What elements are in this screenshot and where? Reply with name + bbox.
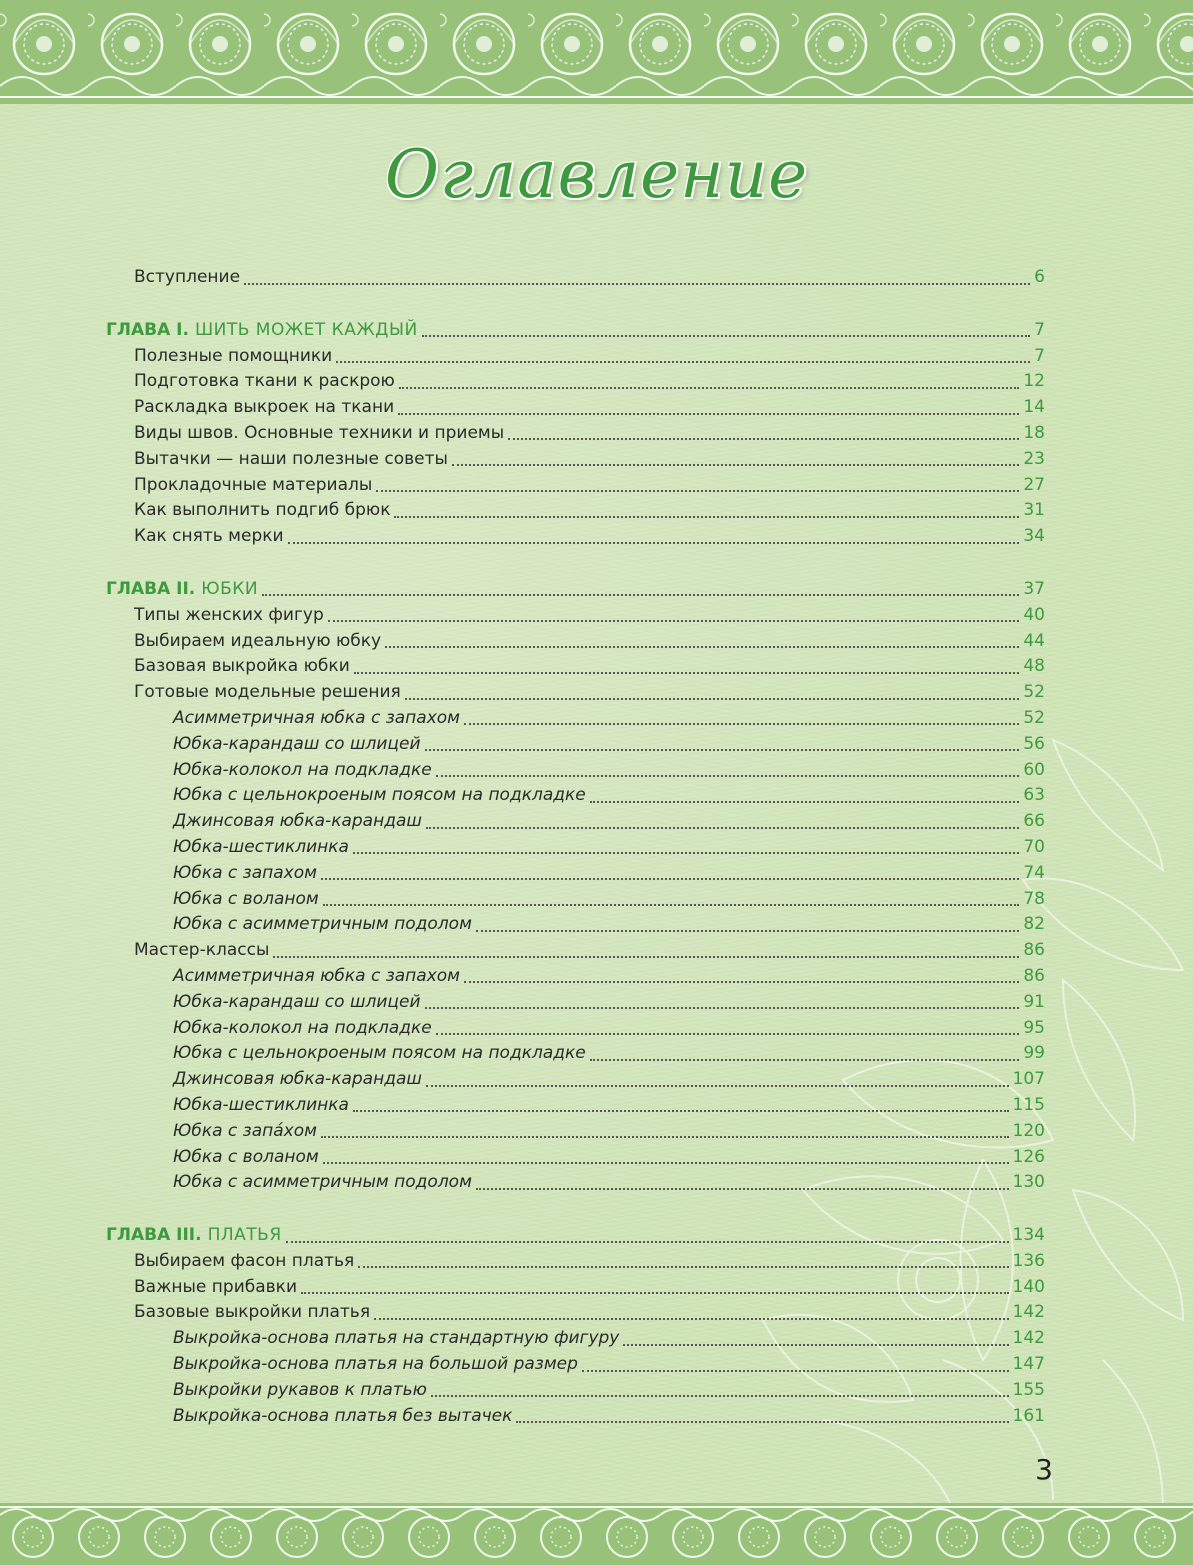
toc-page-number: 86 [1023,940,1045,961]
toc-page-number: 14 [1023,397,1045,418]
toc-page-number: 134 [1012,1225,1045,1246]
toc-entry[interactable] [0,940,1193,966]
toc-page-number: 142 [1012,1302,1045,1323]
toc-entry-title: Юбка-карандаш со шлицей [173,991,421,1012]
toc-entry-title: Юбка с асимметричным подолом [173,914,472,935]
toc-entry[interactable] [0,1172,1193,1198]
dot-leader [623,1343,1008,1346]
toc-entry-title: Важные прибавки [134,1276,297,1297]
toc-entry-title: Вытачки — наши полезные советы [134,448,448,469]
toc-entry-title: Базовая выкройка юбки [134,656,350,677]
dot-leader [422,334,1030,337]
toc-entry[interactable] [0,656,1193,682]
toc-page-number: 44 [1023,630,1045,651]
toc-entry-title: Типы женских фигур [134,604,324,625]
dot-leader [399,386,1020,389]
dot-leader [436,774,1020,777]
toc-page-number: 140 [1012,1276,1045,1297]
dot-leader [376,489,1019,492]
toc-page-number: 52 [1023,682,1045,703]
toc-entry[interactable] [0,1069,1193,1095]
toc-entry[interactable] [0,397,1193,423]
toc-page-number: 48 [1023,656,1045,677]
toc-entry[interactable] [0,760,1193,786]
toc-entry[interactable] [0,966,1193,992]
dot-leader [385,645,1019,648]
page-number: 3 [1035,1453,1053,1486]
toc-entry[interactable] [0,1121,1193,1147]
toc-page-number: 82 [1023,914,1045,935]
toc-page-number: 107 [1012,1069,1045,1090]
chapter-label: ГЛАВА II. [106,578,196,599]
toc-page-number: 23 [1023,448,1045,469]
dot-leader [464,722,1019,725]
toc-entry[interactable] [0,1251,1193,1277]
toc-entry[interactable] [0,1406,1193,1432]
dot-leader [405,697,1020,700]
dot-leader [358,1265,1008,1268]
toc-entry[interactable] [0,992,1193,1018]
dot-leader [436,1032,1020,1035]
toc-page-number: 60 [1023,759,1045,780]
toc-page-number: 126 [1012,1146,1045,1167]
dot-leader [286,1240,1009,1243]
toc-page-number: 52 [1023,707,1045,728]
toc-entry[interactable] [0,1095,1193,1121]
dot-leader [590,800,1020,803]
toc-entry[interactable] [0,734,1193,760]
toc-entry-title: Юбка-шестиклинка [173,1094,349,1115]
toc-entry-title: Вступление [134,267,241,287]
dot-leader [426,826,1019,829]
lace-border-top [0,0,1193,104]
toc-entry-title: Джинсовая юбка-карандаш [173,1069,422,1090]
toc-page-number: 18 [1023,422,1045,443]
dot-leader [452,463,1019,466]
toc-page-number: 70 [1023,836,1045,857]
toc-entry[interactable] [0,1277,1193,1303]
toc-page-number: 91 [1023,991,1045,1012]
toc-entry-title: Юбка-колокол на подкладке [173,1017,432,1038]
dot-leader [374,1317,1009,1320]
toc-entry[interactable] [0,914,1193,940]
toc-entry[interactable] [0,708,1193,734]
toc-entry-title: Выкройка-основа платья на стандартную фигуру [173,1328,620,1349]
toc-entry-title: Выкройка-основа платья на большой размер [173,1354,578,1375]
toc-entry-title: Мастер-классы [134,940,270,961]
chapter-name: ЮБКИ [201,578,259,599]
dot-leader [301,1291,1009,1294]
dot-leader [336,360,1030,363]
toc-entry[interactable] [0,1380,1193,1406]
toc-page-number: 142 [1012,1328,1045,1349]
dot-leader [516,1420,1008,1423]
page-title: Оглавление [384,136,809,213]
toc-page-number: 34 [1023,526,1045,547]
dot-leader [244,282,1030,285]
toc-page-number: 63 [1023,785,1045,806]
toc-entry-title [106,1225,282,1245]
toc-page-number: 7 [1034,345,1045,366]
toc-entry[interactable] [0,371,1193,397]
dot-leader [476,929,1019,932]
dot-leader [425,748,1020,751]
dot-leader [425,1006,1020,1009]
toc-entry-title: Юбка с цельнокроеным поясом на подкладке [173,1043,586,1064]
toc-entry[interactable] [0,682,1193,708]
chapter-name: ПЛАТЬЯ [207,1225,282,1246]
toc-page-number: 78 [1023,888,1045,909]
toc-entry[interactable] [0,837,1193,863]
toc-page-number: 6 [1034,267,1045,287]
toc-entry[interactable] [0,631,1193,657]
toc-entry[interactable] [0,1354,1193,1380]
toc-entry[interactable] [0,475,1193,501]
toc-entry-title: Юбка-колокол на подкладке [173,759,432,780]
toc-entry-title: Асимметричная юбка с запахом [173,707,460,728]
toc-entry[interactable] [0,605,1193,631]
toc-entry[interactable] [0,863,1193,889]
dot-leader [582,1369,1009,1372]
chapter-name: ШИТЬ МОЖЕТ КАЖДЫЙ [194,319,418,340]
toc-entry-title: Как снять мерки [134,526,284,547]
dot-leader [476,1187,1009,1190]
toc-page-number: 95 [1023,1017,1045,1038]
toc-page-number: 7 [1034,319,1045,340]
toc-entry-title: Как выполнить подгиб брюк [134,500,391,521]
toc-entry-title: Раскладка выкроек на ткани [134,397,395,418]
toc-entry[interactable] [0,1147,1193,1173]
toc-page-number: 86 [1023,965,1045,986]
toc-page-number: 56 [1023,733,1045,754]
toc-entry[interactable] [0,423,1193,449]
toc-entry-title: Выкройки рукавов к платью [173,1379,427,1400]
toc-page-number: 40 [1023,604,1045,625]
toc-entry-title: Юбка с асимметричным подолом [173,1172,472,1193]
toc-entry-title: Готовые модельные решения [134,682,401,703]
toc-entry[interactable] [0,500,1193,526]
toc-entry[interactable] [0,1302,1193,1328]
toc-page-number: 130 [1012,1172,1045,1193]
toc-chapter-heading[interactable] [0,1225,1193,1251]
dot-leader [288,541,1020,544]
toc-entry-title: Асимметричная юбка с запахом [173,965,460,986]
toc-entry-title: Полезные помощники [134,345,333,366]
toc-entry[interactable] [0,889,1193,915]
toc-entry-title: Выбираем идеальную юбку [134,630,382,651]
dot-leader [464,980,1019,983]
toc-entry-title: Юбка с запáхом [173,1120,317,1141]
toc-entry-title [106,579,258,599]
toc-chapter-heading[interactable] [0,579,1193,605]
toc-page-number: 12 [1023,371,1045,392]
toc-entry-title [106,320,418,340]
dot-leader [323,1161,1009,1164]
toc-entry-title: Юбка с цельнокроеным поясом на подкладке [173,785,586,806]
toc-page-number: 74 [1023,862,1045,883]
dot-leader [321,1135,1009,1138]
toc-entry[interactable] [0,1043,1193,1069]
toc-entry[interactable] [0,267,1193,293]
table-of-contents [0,267,1193,1431]
toc-page-number: 120 [1012,1120,1045,1141]
dot-leader [353,1109,1009,1112]
toc-entry[interactable] [0,785,1193,811]
dot-leader [398,412,1019,415]
toc-entry-title: Юбка с воланом [173,888,319,909]
dot-leader [426,1084,1009,1087]
toc-entry[interactable] [0,346,1193,372]
toc-page-number: 115 [1012,1094,1045,1115]
toc-entry-title: Выбираем фасон платья [134,1250,355,1271]
toc-page-number: 27 [1023,474,1045,495]
toc-page-number: 31 [1023,500,1045,521]
toc-entry-title: Подготовка ткани к раскрою [134,371,395,392]
toc-entry-title: Выкройка-основа платья без вытачек [173,1405,513,1426]
chapter-label: ГЛАВА III. [106,1225,202,1246]
lace-border-bottom [0,1503,1193,1565]
toc-entry[interactable] [0,449,1193,475]
toc-entry[interactable] [0,1018,1193,1044]
dot-leader [508,437,1019,440]
toc-entry-title: Базовые выкройки платья [134,1302,371,1323]
toc-entry-title: Юбка-карандаш со шлицей [173,733,421,754]
dot-leader [353,851,1019,854]
toc-entry[interactable] [0,811,1193,837]
toc-entry[interactable] [0,526,1193,552]
toc-entry[interactable] [0,1328,1193,1354]
toc-page-number: 37 [1023,578,1045,599]
toc-page-number: 66 [1023,811,1045,832]
toc-entry-title: Прокладочные материалы [134,474,373,495]
dot-leader [394,515,1019,518]
toc-entry-title: Виды швов. Основные техники и приемы [134,422,505,443]
toc-entry-title: Юбка с запахом [173,862,317,883]
toc-chapter-heading[interactable] [0,320,1193,346]
dot-leader [590,1058,1020,1061]
dot-leader [354,671,1020,674]
toc-entry-title: Джинсовая юбка-карандаш [173,811,422,832]
toc-page-number: 161 [1012,1405,1045,1426]
toc-page-number: 99 [1023,1043,1045,1064]
dot-leader [431,1394,1009,1397]
toc-page-number: 155 [1012,1379,1045,1400]
toc-page-number: 147 [1012,1354,1045,1375]
dot-leader [328,619,1020,622]
dot-leader [321,877,1019,880]
toc-entry-title: Юбка с воланом [173,1146,319,1167]
toc-page-number: 136 [1012,1250,1045,1271]
chapter-label: ГЛАВА I. [106,319,189,340]
dot-leader [262,593,1019,596]
dot-leader [273,955,1019,958]
toc-entry-title: Юбка-шестиклинка [173,836,349,857]
dot-leader [323,903,1020,906]
